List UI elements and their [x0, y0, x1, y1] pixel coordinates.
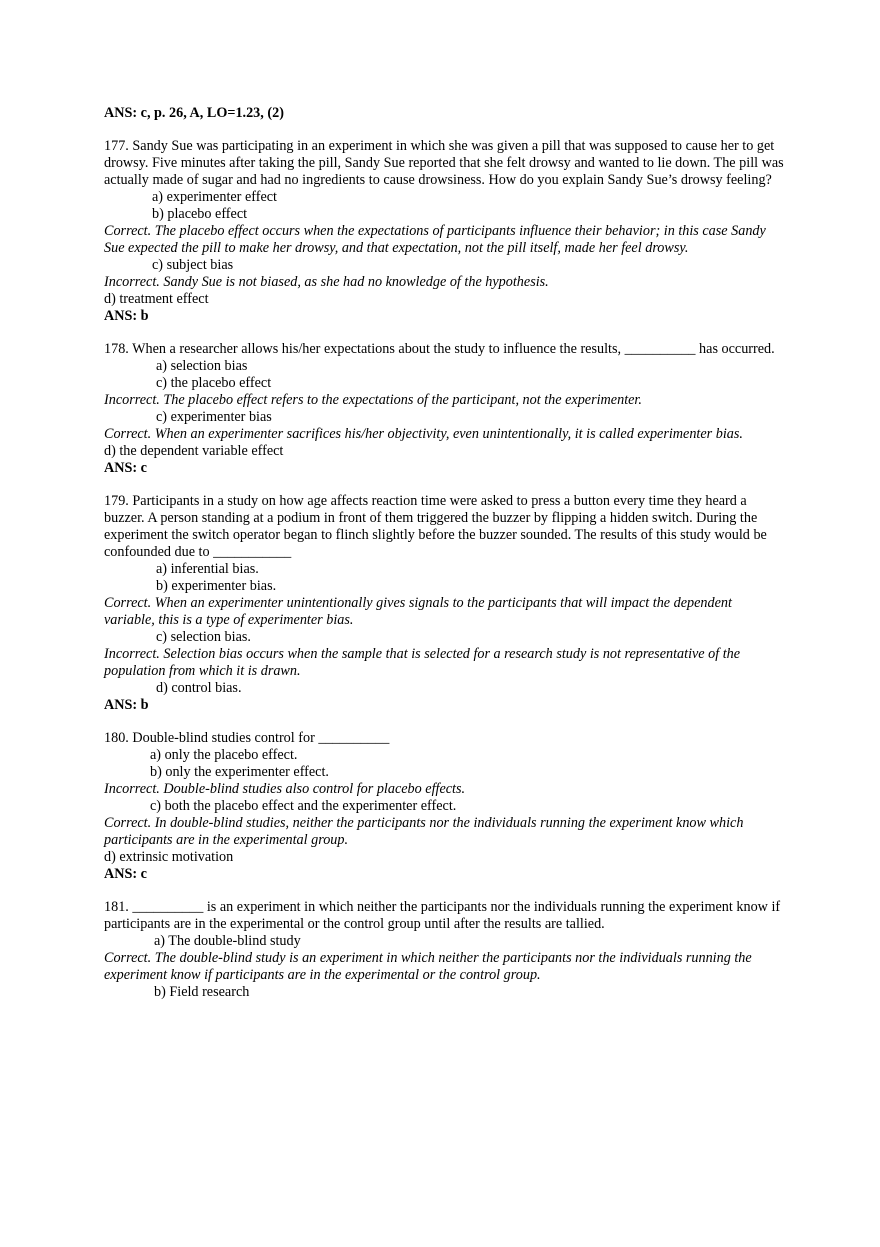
answer-line: ANS: b: [104, 308, 149, 324]
question-stem: 179. Participants in a study on how age affects reaction time were asked to press a button every time they heard a buzzer. A person standing at a podium in front of them triggered the buzzer by flipping a hidden switch. During the experiment the switch operator began to flinch slightly before the buzzer sounded. The results of this study would be confounded due to ___________: [104, 493, 767, 560]
option-feedback: Incorrect. Double-blind studies also control for placebo effects.: [104, 781, 466, 797]
answer-key-line: ANS: c, p. 26, A, LO=1.23, (2): [104, 105, 284, 121]
option-d: d) the dependent variable effect: [104, 443, 284, 459]
question-179: [104, 493, 784, 714]
option-feedback: Correct. The placebo effect occurs when the expectations of participants influence their behavior; in this case Sandy Sue expected the pill to make her drowsy, and that expectation, not the pill itself, made her feel drowsy.: [104, 223, 766, 256]
answer-line: ANS: c: [104, 460, 147, 476]
option-a: a) only the placebo effect.: [150, 747, 298, 763]
question-177: [104, 138, 784, 325]
option-b: b) Field research: [154, 984, 250, 1000]
option-feedback: Correct. In double-blind studies, neither the participants nor the individuals running the experiment know which participants are in the experimental group.: [104, 815, 744, 848]
option-b: b) placebo effect: [152, 206, 248, 222]
option-feedback: Correct. The double-blind study is an experiment in which neither the participants nor the individuals running the experiment know if participants are in the experimental or the control group.: [104, 950, 752, 983]
option-a: a) selection bias: [156, 358, 248, 374]
answer-line: ANS: c: [104, 866, 147, 882]
question-181: [104, 899, 784, 1001]
option-feedback: Incorrect. Selection bias occurs when the sample that is selected for a research study is not representative of the population from which it is drawn.: [104, 646, 741, 679]
question-180: [104, 730, 784, 883]
option-b: b) only the experimenter effect.: [150, 764, 329, 780]
option-c: c) selection bias.: [156, 629, 251, 645]
option-feedback: Correct. When an experimenter sacrifices his/her objectivity, even unintentionally, it is called experimenter bias.: [104, 426, 743, 442]
option-a: a) The double-blind study: [154, 933, 301, 949]
question-stem: 181. __________ is an experiment in which neither the participants nor the individuals running the experiment know if participants are in the experimental or the control group until after the results are tallied.: [104, 899, 781, 932]
option-a: a) experimenter effect: [152, 189, 277, 205]
question-stem: 178. When a researcher allows his/her expectations about the study to influence the results, __________ has occurred.: [104, 341, 775, 357]
option-feedback: Incorrect. The placebo effect refers to the expectations of the participant, not the experimenter.: [104, 392, 642, 408]
option-c: c) both the placebo effect and the experimenter effect.: [150, 798, 457, 814]
option-c: c) subject bias: [152, 257, 234, 273]
question-stem: 177. Sandy Sue was participating in an experiment in which she was given a pill that was supposed to cause her to get drowsy. Five minutes after taking the pill, Sandy Sue reported that she felt drowsy and wanted to lie down. The pill was actually made of sugar and had no ingredients to cause drowsiness. How do you explain Sandy Sue’s drowsy feeling?: [104, 138, 784, 188]
option-d: d) control bias.: [156, 680, 242, 696]
option-feedback: Incorrect. Sandy Sue is not biased, as she had no knowledge of the hypothesis.: [104, 274, 549, 290]
answer-line: ANS: b: [104, 697, 149, 713]
option-d: d) extrinsic motivation: [104, 849, 234, 865]
question-stem: 180. Double-blind studies control for __________: [104, 730, 390, 746]
option-d: d) treatment effect: [104, 291, 209, 307]
question-178: [104, 341, 784, 477]
option-c: c) the placebo effect: [156, 375, 272, 391]
option-c: c) experimenter bias: [156, 409, 272, 425]
option-feedback: Correct. When an experimenter unintentionally gives signals to the participants that will impact the dependent variable, this is a type of experimenter bias.: [104, 595, 732, 628]
option-a: a) inferential bias.: [156, 561, 259, 577]
option-b: b) experimenter bias.: [156, 578, 277, 594]
document-page: [104, 105, 784, 1001]
